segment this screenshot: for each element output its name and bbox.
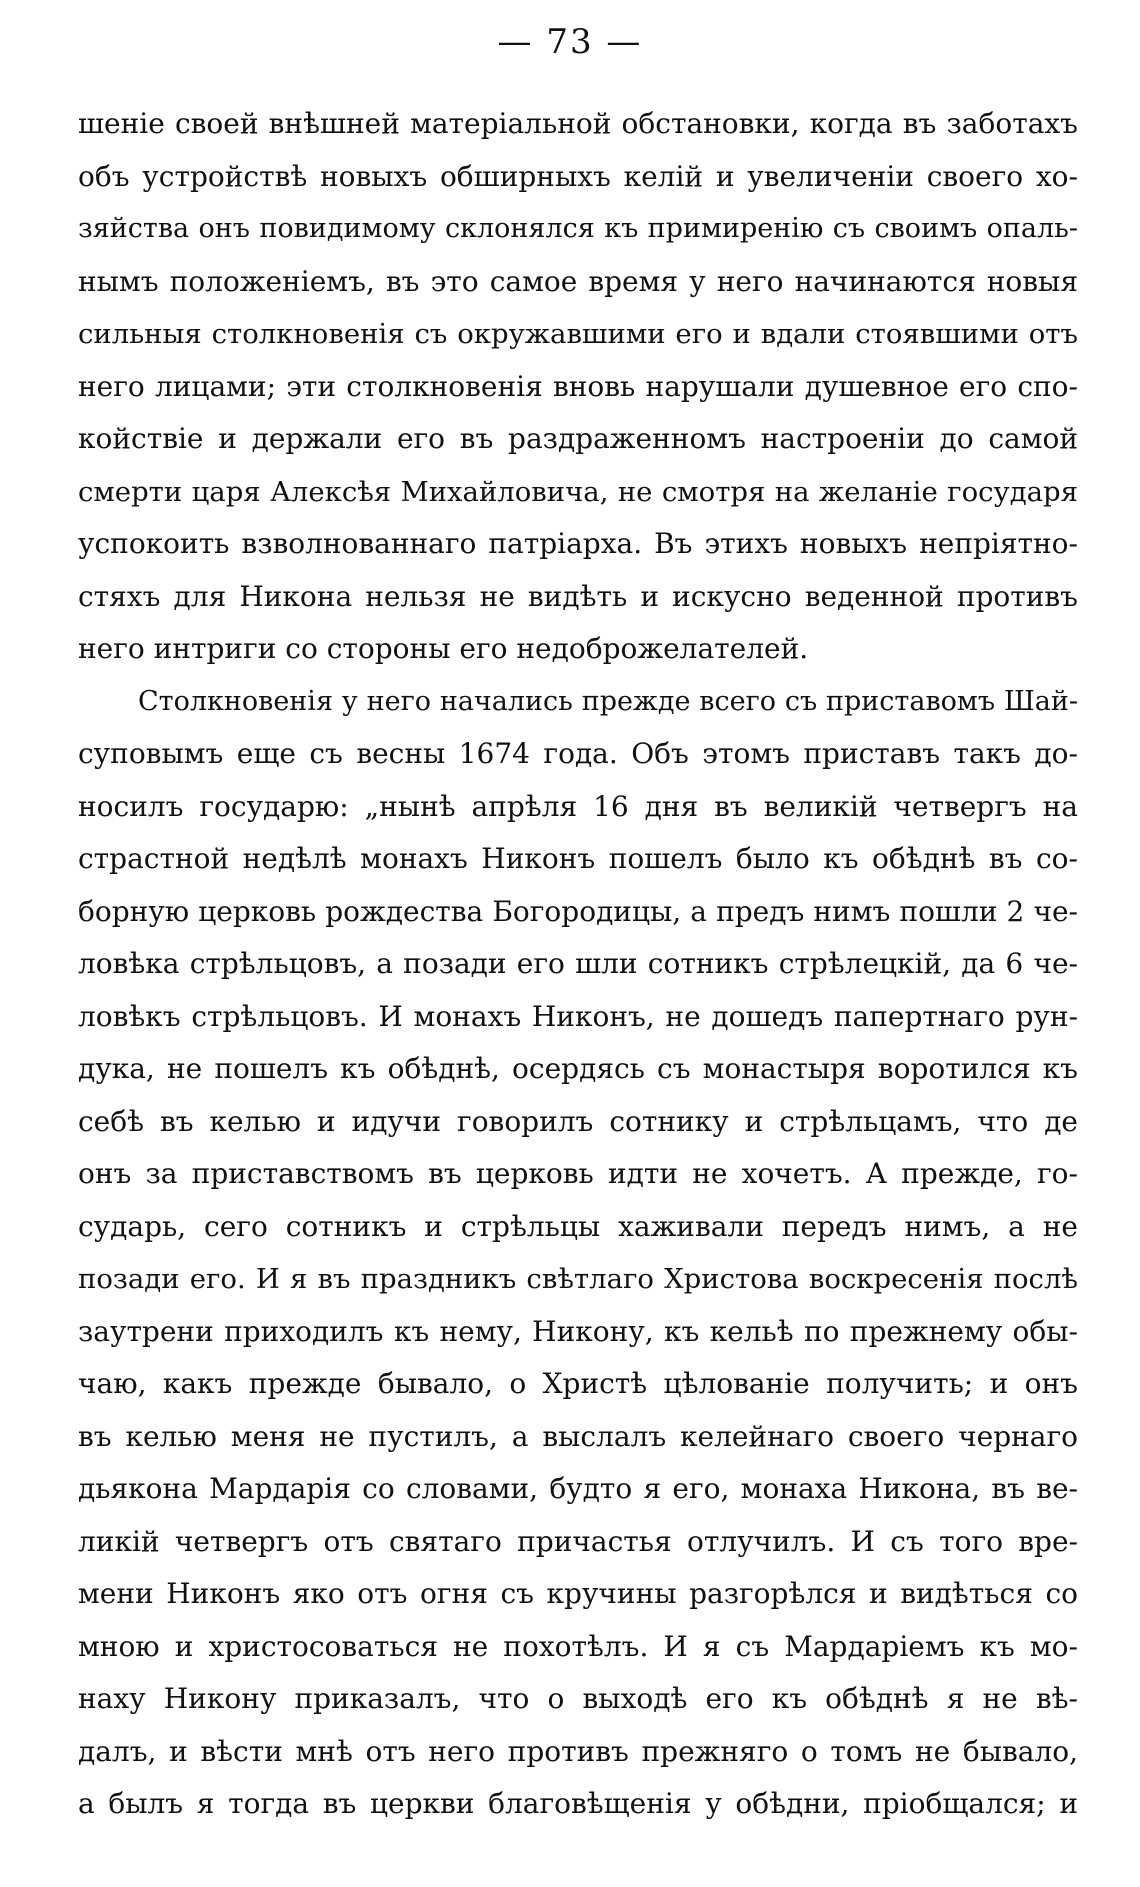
- text-line: себѣ въ келью и идучи говорилъ сотнику и стрѣльцамъ, что де: [78, 1104, 1078, 1138]
- text-line: дьякона Мардарія со словами, будто я его, монаха Никона, въ ве-: [78, 1472, 1078, 1505]
- text-line: ловѣкъ стрѣльцовъ. И монахъ Никонъ, не дошедъ папертнаго рун-: [78, 999, 1078, 1033]
- paragraph-2: [78, 676, 1078, 1831]
- text-line: него интриги со стороны его недоброжелателей.: [78, 632, 809, 665]
- text-line: ликій четвергъ отъ святаго причастья отлучилъ. И съ того вре-: [78, 1524, 1078, 1558]
- text-line: мени Никонъ яко отъ огня съ кручины разгорѣлся и видѣться со: [78, 1577, 1078, 1610]
- text-line: нымъ положеніемъ, въ это самое время у него начинаются новыя: [78, 264, 1078, 298]
- text-line: въ келью меня не пустилъ, а выслалъ келейнаго своего чернаго: [78, 1419, 1078, 1453]
- text-line: страстной недѣлѣ монахъ Никонъ пошелъ было къ обѣднѣ въ со-: [78, 842, 1078, 875]
- text-line: успокоить взволнованнаго патріарха. Въ этихъ новыхъ непріятно-: [78, 527, 1078, 560]
- text-line: мною и христосоваться не похотѣлъ. И я съ Мардаріемъ къ мо-: [78, 1629, 1078, 1663]
- text-line: далъ, и вѣсти мнѣ отъ него противъ прежняго о томъ не бывало,: [78, 1734, 1078, 1768]
- text-line: борную церковь рождества Богородицы, а предъ нимъ пошли 2 че-: [78, 894, 1078, 928]
- text-line: объ устройствѣ новыхъ обширныхъ келій и увеличеніи своего хо-: [78, 159, 1078, 193]
- text-line: Столкновенія у него начались прежде всего съ приставомъ Шай-: [138, 685, 1078, 717]
- text-line: наху Никону приказалъ, что о выходѣ его къ обѣднѣ я не вѣ-: [78, 1682, 1078, 1715]
- body-text: [78, 98, 1078, 1831]
- text-line: шеніе своей внѣшней матеріальной обстановки, когда въ заботахъ: [78, 107, 1078, 140]
- text-line: зяйства онъ повидимому склонялся къ примиренію съ своимъ опаль-: [78, 213, 1078, 244]
- text-line: стяхъ для Никона нельзя не видѣть и искусно веденной противъ: [78, 579, 1078, 613]
- text-line: него лицами; эти столкновенія вновь нарушали душевное его спо-: [78, 369, 1078, 403]
- text-line: ловѣка стрѣльцовъ, а позади его шли сотникъ стрѣлецкій, да 6 че-: [78, 947, 1078, 980]
- text-line: койствіе и держали его въ раздраженномъ настроеніи до самой: [78, 422, 1078, 455]
- text-line: смерти царя Алексѣя Михайловича, не смотря на желаніе государя: [78, 475, 1078, 508]
- text-line: носилъ государю: „нынѣ апрѣля 16 дня въ великій четвергъ на: [78, 789, 1078, 823]
- page-number: — 73 —: [497, 22, 643, 62]
- text-line: позади его. И я въ праздникъ свѣтлаго Христова воскресенія послѣ: [78, 1263, 1078, 1295]
- text-line: суповымъ еще съ весны 1674 года. Объ этомъ приставъ такъ до-: [78, 737, 1078, 770]
- text-line: а былъ я тогда въ церкви благовѣщенія у обѣдни, пріобщался; и: [78, 1787, 1078, 1820]
- text-line: дука, не пошелъ къ обѣднѣ, осердясь съ монастыря воротился къ: [78, 1052, 1078, 1085]
- text-line: сильныя столкновенія съ окружавшими его и вдали стоявшими отъ: [78, 318, 1078, 350]
- text-line: сударь, сего сотникъ и стрѣльцы хаживали передъ нимъ, а не: [78, 1209, 1078, 1243]
- text-line: заутрени приходилъ къ нему, Никону, къ кельѣ по прежнему обы-: [78, 1314, 1078, 1348]
- paragraph-1: [78, 98, 1078, 676]
- text-line: онъ за приставствомъ въ церковь идти не хочетъ. А прежде, го-: [78, 1157, 1078, 1190]
- text-line: чаю, какъ прежде бывало, о Христѣ цѣлованіе получить; и онъ: [78, 1367, 1078, 1400]
